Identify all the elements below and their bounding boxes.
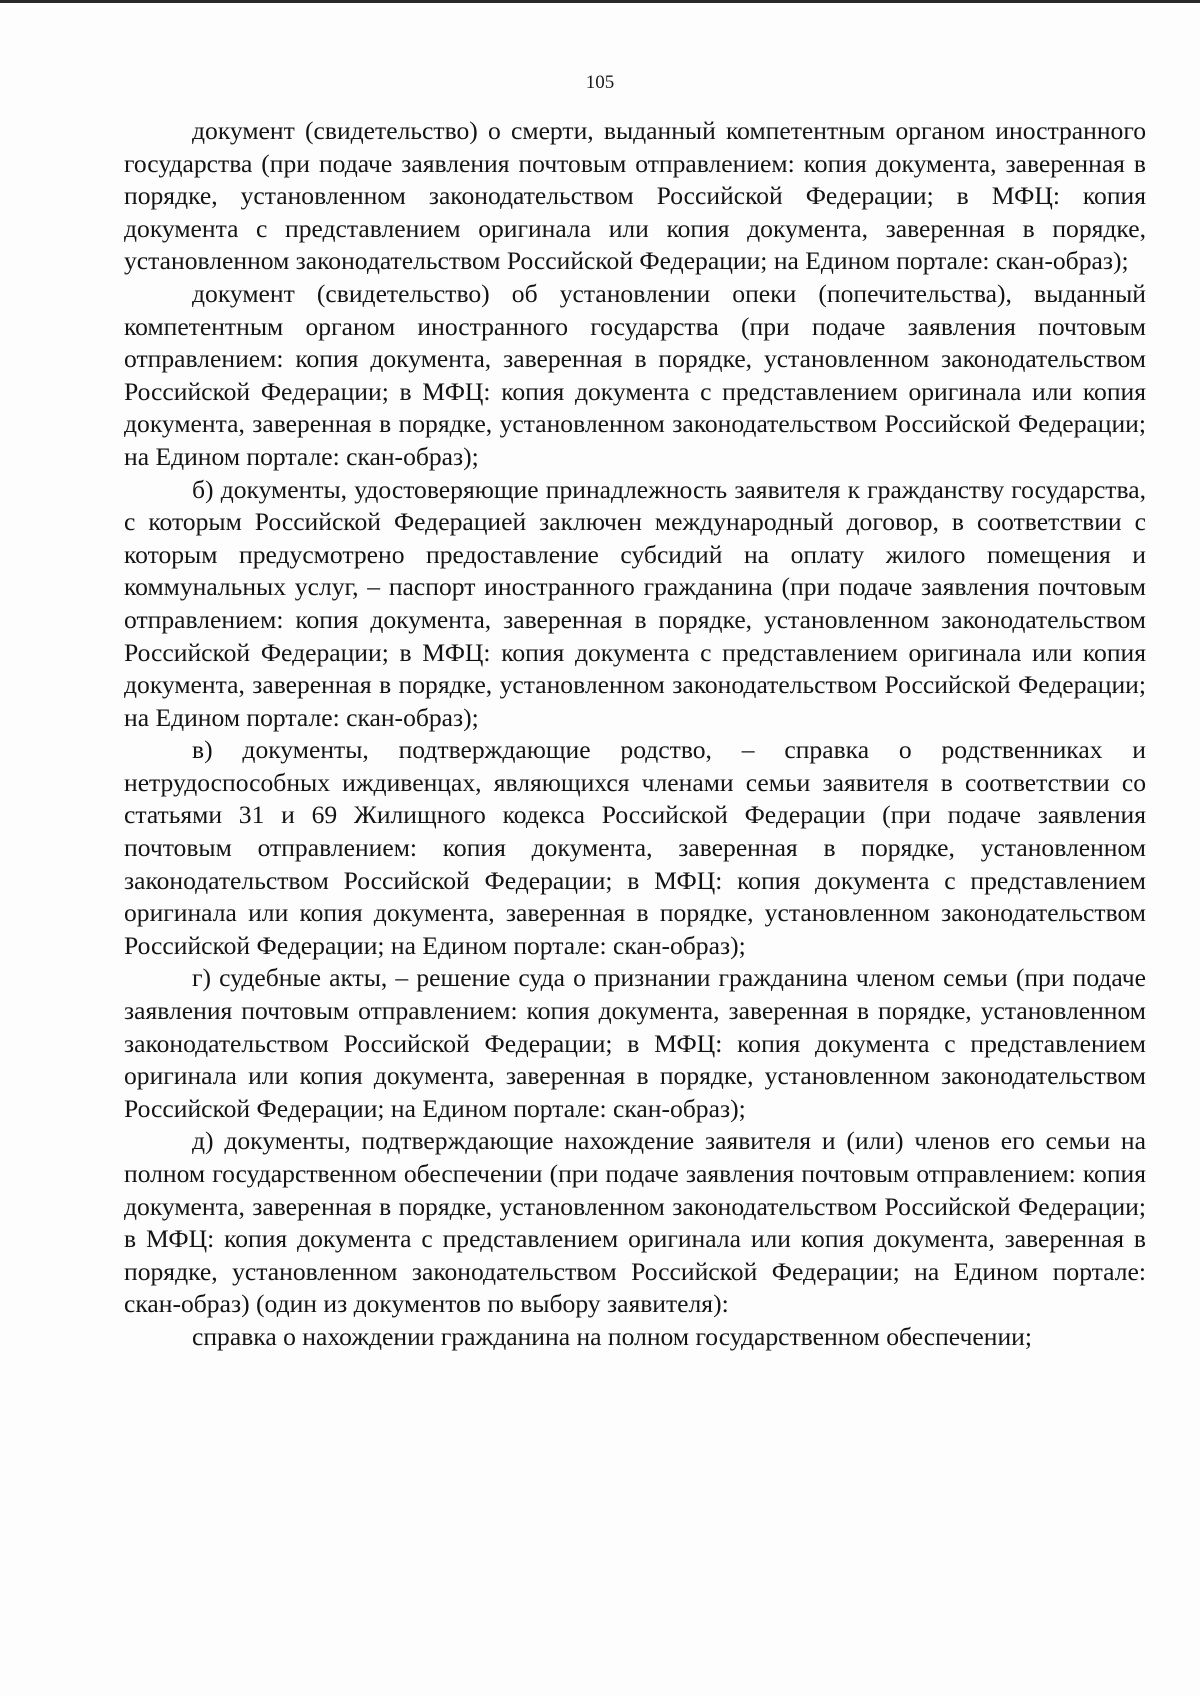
paragraph-state-support-certificate: справка о нахождении гражданина на полном государственном обеспечении; xyxy=(192,1321,1032,1351)
paragraph-g-court-acts: г) судебные акты, – решение суда о признании гражданина членом семьи (при подаче заявления почтовым отправлением: копия документа, заверенная в порядке, установленном законодательством Российской Федерации; в МФЦ: копия документа с представлением оригинала или копия документа, заверенная в порядке, установленном законодательством Российской Федерации; на Едином портале: скан-образ); xyxy=(124,963,1146,1123)
paragraph-d-state-support: д) документы, подтверждающие нахождение заявителя и (или) членов его семьи на полном государственном обеспечении (при подаче заявления почтовым отправлением: копия документа, заверенная в порядке, установленном законодательством Российской Федерации; в МФЦ: копия документа с представлением оригинала или копия документа, заверенная в порядке, установленном законодательством Российской Федерации; на Едином портале: скан-образ) (один из документов по выбору заявителя): xyxy=(124,1126,1146,1319)
paragraph-death-certificate: документ (свидетельство) о смерти, выданный компетентным органом иностранного государства (при подаче заявления почтовым отправлением: копия документа, заверенная в порядке, установленном законодательством Российской Федерации; в МФЦ: копия документа с представлением оригинала или копия документа, заверенная в порядке, установленном законодательством Российской Федерации; на Едином портале: скан-образ); xyxy=(124,116,1146,276)
top-border-line xyxy=(0,0,1200,3)
paragraph-v-kinship: в) документы, подтверждающие родство, – справка о родственниках и нетрудоспособных иждивенцах, являющихся членами семьи заявителя в соответствии со статьями 31 и 69 Жилищного кодекса Российской Федерации (при подаче заявления почтовым отправлением: копия документа, заверенная в порядке, установленном законодательством Российской Федерации; в МФЦ: копия документа с представлением оригинала или копия документа, заверенная в порядке, установленном законодательством Российской Федерации; на Едином портале: скан-образ); xyxy=(124,735,1146,960)
paragraph-b-citizenship: б) документы, удостоверяющие принадлежность заявителя к гражданству государства, с которым Российской Федерацией заключен международный договор, в соответствии с которым предусмотрено предоставление субсидий на оплату жилого помещения и коммунальных услуг, – паспорт иностранного гражданина (при подаче заявления почтовым отправлением: копия документа, заверенная в порядке, установленном законодательством Российской Федерации; в МФЦ: копия документа с представлением оригинала или копия документа, заверенная в порядке, установленном законодательством Российской Федерации; на Едином портале: скан-образ); xyxy=(124,474,1146,732)
page-number: 105 xyxy=(585,72,615,93)
paragraph-guardianship-certificate: документ (свидетельство) об установлении опеки (попечительства), выданный компетентным органом иностранного государства (при подаче заявления почтовым отправлением: копия документа, заверенная в порядке, установленном законодательством Российской Федерации; в МФЦ: копия документа с представлением оригинала или копия документа, заверенная в порядке, установленном законодательством Российской Федерации; на Едином портале: скан-образ); xyxy=(124,278,1146,471)
document-body xyxy=(124,115,1146,1354)
